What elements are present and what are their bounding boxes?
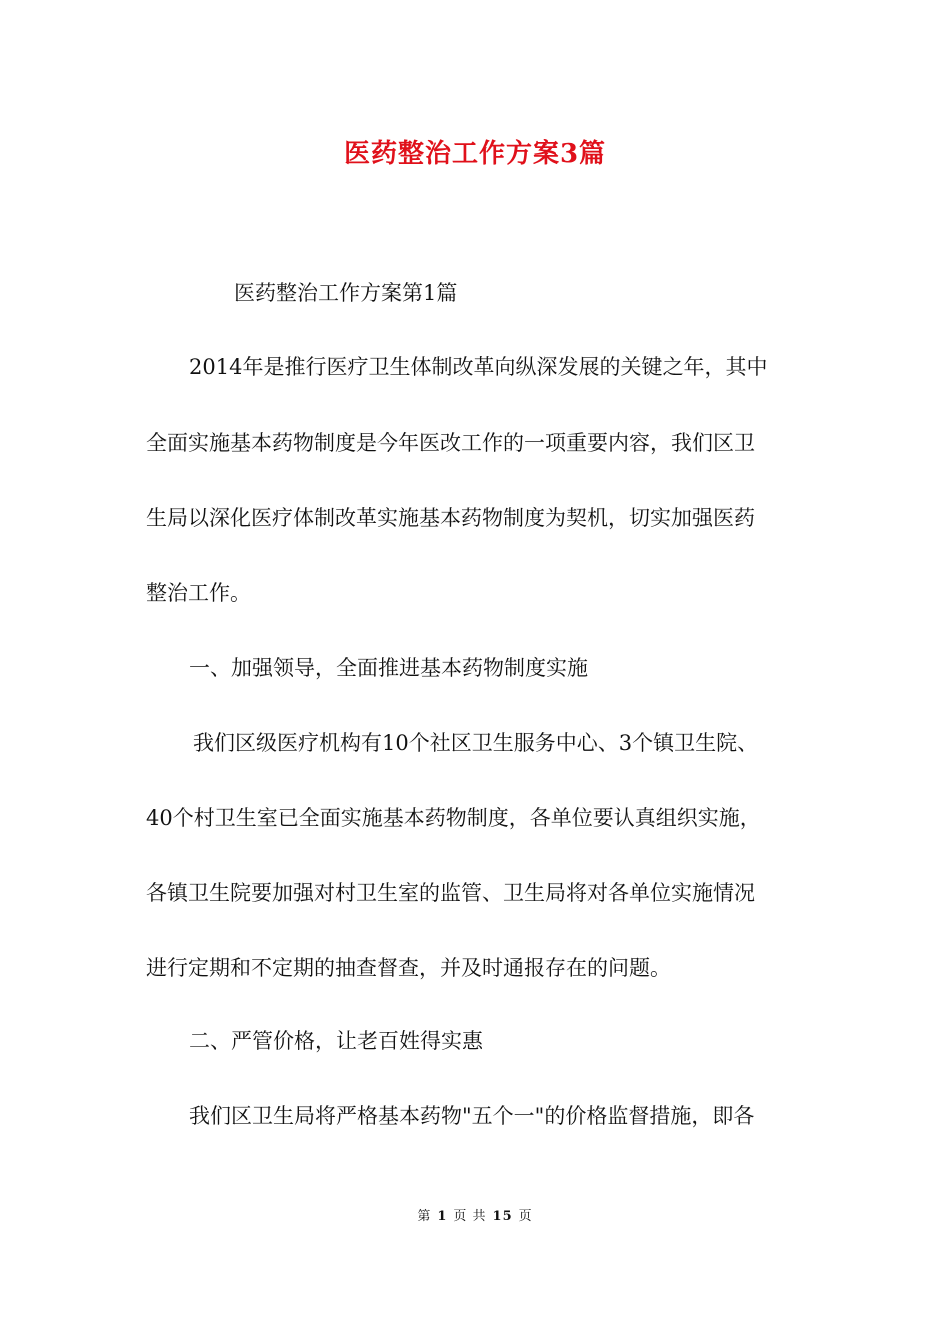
- footer-suffix: 页: [518, 1209, 533, 1224]
- paragraph-line: 2014年是推行医疗卫生体制改革向纵深发展的关键之年，其中: [189, 355, 768, 379]
- paragraph-line: 整治工作。: [146, 581, 251, 605]
- footer-prefix: 第: [417, 1209, 432, 1224]
- section-heading-part-1: 医药整治工作方案第1篇: [234, 281, 458, 305]
- paragraph-line: 我们区级医疗机构有10个社区卫生服务中心、3个镇卫生院、: [193, 731, 759, 755]
- paragraph-line: 生局以深化医疗体制改革实施基本药物制度为契机，切实加强医药: [146, 506, 755, 530]
- footer-current-page: 1: [437, 1209, 448, 1224]
- paragraph-line: 我们区卫生局将严格基本药物"五个一"的价格监督措施，即各: [189, 1104, 755, 1128]
- section-heading-leadership: 一、加强领导，全面推进基本药物制度实施: [189, 656, 588, 680]
- page-footer: [0, 1208, 950, 1226]
- paragraph-line: 各镇卫生院要加强对村卫生室的监管、卫生局将对各单位实施情况: [146, 881, 755, 905]
- paragraph-line: 进行定期和不定期的抽查督查，并及时通报存在的问题。: [146, 956, 671, 980]
- section-heading-pricing: 二、严管价格，让老百姓得实惠: [189, 1029, 483, 1053]
- document-title: 医药整治工作方案3篇: [343, 139, 607, 169]
- paragraph-line: 全面实施基本药物制度是今年医改工作的一项重要内容，我们区卫: [146, 431, 755, 455]
- footer-total-pages: 15: [492, 1209, 513, 1224]
- footer-mid: 页 共: [453, 1209, 487, 1224]
- paragraph-line: 40个村卫生室已全面实施基本药物制度，各单位要认真组织实施，: [146, 806, 761, 830]
